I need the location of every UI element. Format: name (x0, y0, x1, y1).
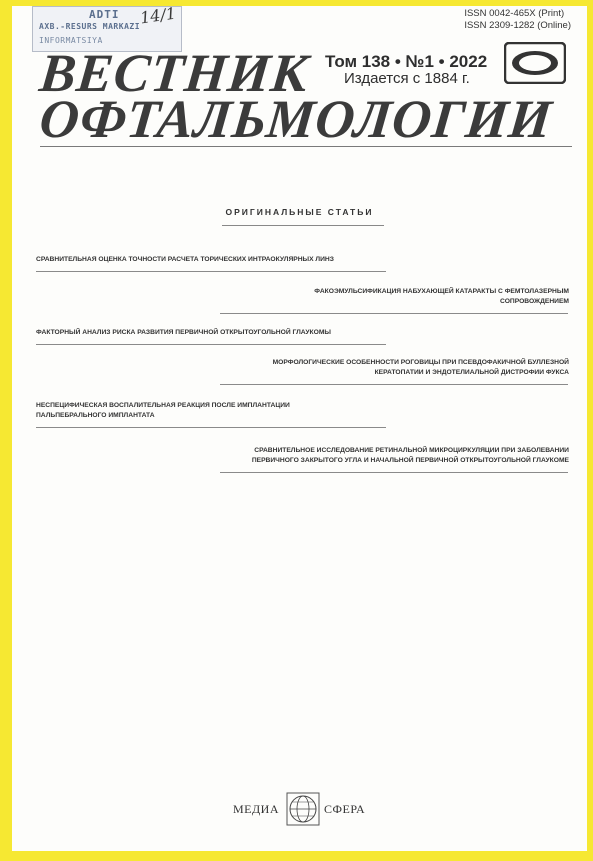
issn-block (464, 8, 571, 32)
article-1-divider (36, 271, 386, 272)
article-6-line-1: СРАВНИТЕЛЬНОЕ ИССЛЕДОВАНИЕ РЕТИНАЛЬНОЙ МИКРОЦИРКУЛЯЦИИ ПРИ ЗАБОЛЕВАНИИ (254, 447, 569, 454)
publisher-name-left: МЕДИА (232, 802, 279, 816)
eye-logo-icon (504, 42, 566, 84)
publisher-block (12, 792, 587, 828)
article-2-divider (220, 313, 568, 314)
publisher-name-right: СФЕРА (324, 802, 366, 816)
publisher-globe-icon (286, 792, 320, 826)
journal-cover (12, 3, 587, 851)
stamp-line-3: INFORMATSIYA (39, 36, 103, 45)
article-3-title (36, 328, 331, 338)
article-4-line-1: МОРФОЛОГИЧЕСКИЕ ОСОБЕННОСТИ РОГОВИЦЫ ПРИ ПСЕВДОФАКИЧНОЙ БУЛЛЕЗНОЙ (272, 359, 569, 366)
article-2-title (314, 287, 569, 307)
section-divider (222, 225, 384, 226)
issue-info: Том 138 • №1 • 2022 (325, 52, 488, 71)
article-4-line-2: КЕРАТОПАТИИ И ЭНДОТЕЛИАЛЬНОЙ ДИСТРОФИИ ФУКСА (374, 369, 569, 376)
handwritten-note: 14/1 (138, 3, 178, 28)
article-6-title (252, 446, 569, 466)
article-3-line-1: ФАКТОРНЫЙ АНАЛИЗ РИСКА РАЗВИТИЯ ПЕРВИЧНОЙ ОТКРЫТОУГОЛЬНОЙ ГЛАУКОМЫ (36, 329, 331, 336)
section-title: ОРИГИНАЛЬНЫЕ СТАТЬИ (225, 207, 374, 217)
article-6-divider (220, 472, 568, 473)
article-5-divider (36, 427, 386, 428)
article-3-divider (36, 344, 386, 345)
article-4-title (273, 358, 569, 378)
article-1-title (36, 255, 334, 265)
article-4-divider (220, 384, 568, 385)
article-1-line-1: СРАВНИТЕЛЬНАЯ ОЦЕНКА ТОЧНОСТИ РАСЧЕТА ТОРИЧЕСКИХ ИНТРАОКУЛЯРНЫХ ЛИНЗ (36, 256, 334, 263)
article-6-line-2: ПЕРВИЧНОГО ЗАКРЫТОГО УГЛА И НАЧАЛЬНОЙ ПЕРВИЧНОЙ ОТКРЫТОУГОЛЬНОЙ ГЛАУКОМЕ (251, 457, 569, 464)
issn-online: ISSN 2309-1282 (Online) (464, 20, 571, 31)
stamp-line-2: AXB.-RESURS MARKAZI (39, 22, 141, 31)
founded-info: Издается с 1884 г. (344, 70, 470, 87)
article-5-line-1: НЕСПЕЦИФИЧЕСКАЯ ВОСПАЛИТЕЛЬНАЯ РЕАКЦИЯ ПОСЛЕ ИМПЛАНТАЦИИ (36, 402, 290, 409)
article-2-line-1: ФАКОЭМУЛЬСИФИКАЦИЯ НАБУХАЮЩЕЙ КАТАРАКТЫ С ФЕМТОЛАЗЕРНЫМ (314, 288, 569, 295)
issn-print: ISSN 0042-465X (Print) (464, 8, 565, 19)
article-2-line-2: СОПРОВОЖДЕНИЕМ (500, 298, 569, 305)
header-divider (40, 146, 572, 147)
article-5-title (36, 401, 290, 421)
journal-title-line-2: ОФТАЛЬМОЛОГИИ (36, 89, 556, 149)
journal-title-line-1: ВЕСТНИК (36, 43, 312, 103)
article-5-line-2: ПАЛЬПЕБРАЛЬНОГО ИМПЛАНТАТА (36, 412, 155, 419)
stamp-line-1: ADTI (89, 8, 120, 21)
